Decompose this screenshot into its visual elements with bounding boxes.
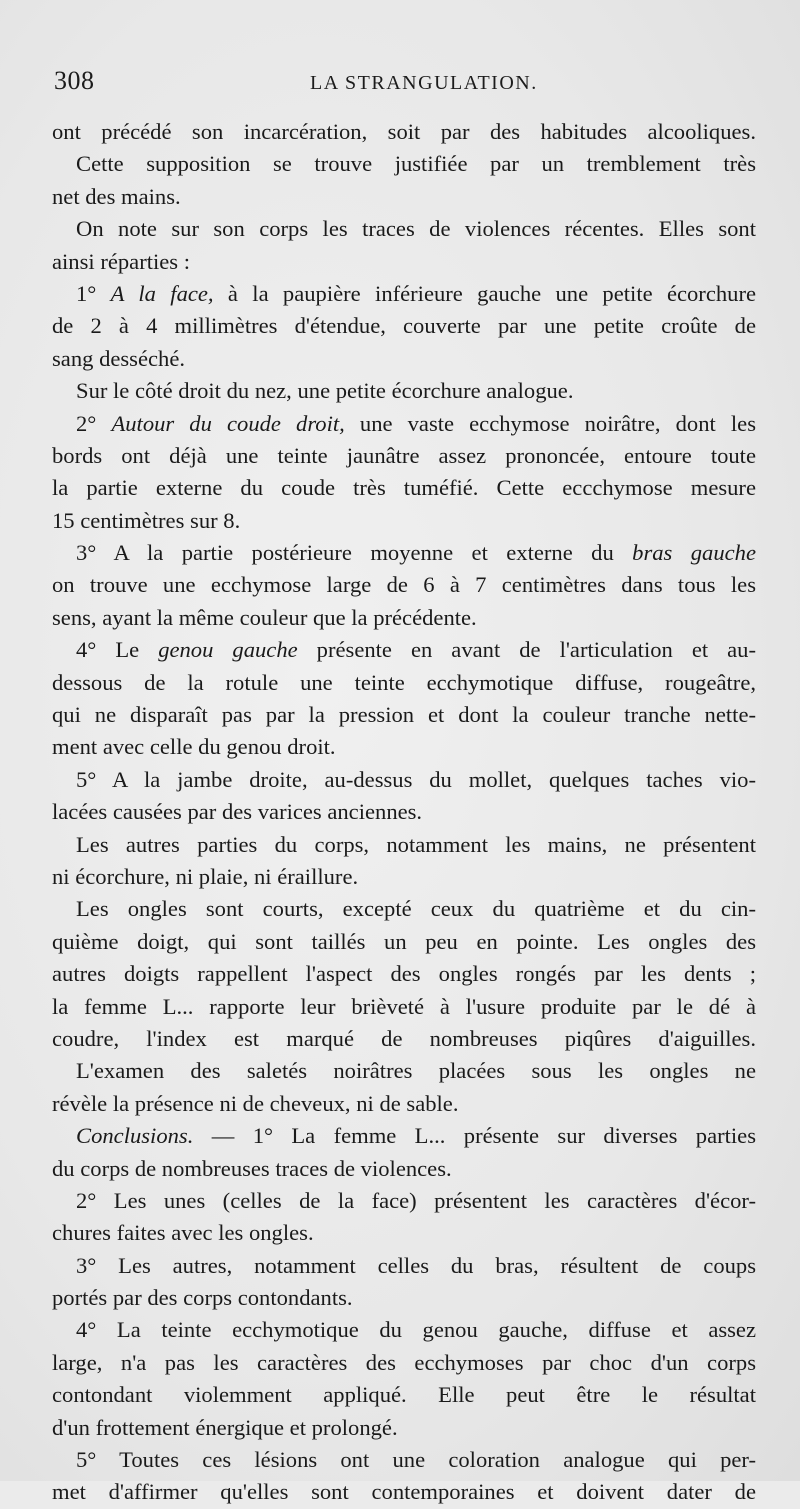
text-line: ment avec celle du genou droit. bbox=[52, 734, 336, 760]
text-line: 4° La teinte ecchymotique du genou gauche, diffuse et assez bbox=[76, 1317, 756, 1343]
italic-fragment: genou gauche bbox=[158, 637, 298, 663]
text-line: sang desséché. bbox=[52, 345, 186, 371]
body-text bbox=[52, 116, 756, 1509]
text-line: coudre, l'index est marqué de nombreuses piqûres d'aiguilles. bbox=[52, 1025, 756, 1051]
text-line: contondant violemment appliqué. Elle peut être le résultat bbox=[52, 1382, 756, 1408]
text-fragment: 2° bbox=[76, 410, 112, 436]
italic-fragment: Conclusions. bbox=[76, 1123, 194, 1149]
italic-fragment: A la face, bbox=[110, 280, 214, 306]
running-title: LA STRANGULATION. bbox=[310, 72, 538, 94]
page-number: 308 bbox=[54, 66, 95, 95]
text-fragment: 1° bbox=[76, 280, 111, 306]
text-line bbox=[52, 1120, 756, 1152]
text-line: lacées causées par des varices anciennes. bbox=[52, 799, 423, 825]
text-line: du corps de nombreuses traces de violences. bbox=[52, 1155, 452, 1181]
text-line: ont précédé son incarcération, soit par des habitudes alcooliques. bbox=[52, 119, 756, 144]
text-line: Les autres parties du corps, notamment les mains, ne présentent bbox=[76, 831, 756, 857]
text-line: ni écorchure, ni plaie, ni éraillure. bbox=[52, 863, 359, 889]
text-line bbox=[52, 278, 756, 310]
text-line: chures faites avec les ongles. bbox=[52, 1220, 314, 1246]
text-fragment: — 1° La femme L... présente sur diverses parties bbox=[193, 1123, 756, 1149]
text-line: Cette supposition se trouve justifiée par un tremblement très bbox=[76, 151, 756, 177]
text-line: portés par des corps contondants. bbox=[52, 1285, 353, 1311]
text-line: 2° Les unes (celles de la face) présentent les caractères d'écor- bbox=[76, 1187, 756, 1213]
text-line: bords ont déjà une teinte jaunâtre assez prononcée, entoure toute bbox=[52, 442, 756, 468]
text-line: de 2 à 4 millimètres d'étendue, couverte par une petite croûte de bbox=[52, 313, 756, 339]
text-line: 5° Toutes ces lésions ont une coloration analogue qui per- bbox=[76, 1447, 756, 1473]
text-line: sens, ayant la même couleur que la précédente. bbox=[52, 604, 477, 630]
text-fragment: 4° Le bbox=[76, 637, 159, 663]
text-line: on trouve une ecchymose large de 6 à 7 centimètres dans tous les bbox=[52, 572, 756, 598]
text-line: 5° A la jambe droite, au-dessus du mollet, quelques taches vio- bbox=[76, 766, 756, 792]
text-fragment: présente en avant de l'articulation et au- bbox=[297, 637, 756, 663]
text-line: L'examen des saletés noirâtres placées sous les ongles ne bbox=[76, 1058, 756, 1084]
text-line: Sur le côté droit du nez, une petite écorchure analogue. bbox=[76, 378, 574, 404]
text-line bbox=[52, 537, 756, 569]
text-line: la partie externe du coude très tuméfié. Cette eccchymose mesure bbox=[52, 475, 756, 501]
text-line: net des mains. bbox=[52, 183, 181, 209]
text-line: dessous de la rotule une teinte ecchymotique diffuse, rougeâtre, bbox=[52, 669, 756, 695]
text-line bbox=[52, 408, 756, 440]
text-fragment: à la paupière inférieure gauche une petite écorchure bbox=[213, 280, 757, 306]
text-line: la femme L... rapporte leur brièveté à l'usure produite par le dé à bbox=[52, 993, 756, 1019]
text-line: On note sur son corps les traces de violences récentes. Elles sont bbox=[76, 216, 756, 242]
italic-fragment: bras gauche bbox=[632, 540, 757, 566]
text-line: d'un frottement énergique et prolongé. bbox=[52, 1414, 398, 1440]
italic-fragment: Autour du coude droit, bbox=[111, 410, 345, 436]
text-fragment: une vaste ecchymose noirâtre, dont les bbox=[344, 410, 756, 436]
text-fragment: 3° A la partie postérieure moyenne et externe du bbox=[76, 540, 633, 566]
text-line: 15 centimètres sur 8. bbox=[52, 507, 241, 533]
text-line: large, n'a pas les caractères des ecchymoses par choc d'un corps bbox=[52, 1349, 756, 1375]
text-line: ainsi réparties : bbox=[52, 248, 191, 274]
text-line bbox=[52, 634, 756, 666]
text-line: qui ne disparaît pas par la pression et dont la couleur tranche nette- bbox=[52, 702, 756, 728]
text-line: Les ongles sont courts, excepté ceux du quatrième et du cin- bbox=[76, 896, 756, 922]
text-line: quième doigt, qui sont taillés un peu en pointe. Les ongles des bbox=[52, 928, 756, 954]
text-line: révèle la présence ni de cheveux, ni de sable. bbox=[52, 1090, 459, 1116]
page-header bbox=[54, 66, 754, 106]
text-line: met d'affirmer qu'elles sont contemporaines et doivent dater de bbox=[52, 1479, 756, 1505]
text-line: autres doigts rappellent l'aspect des ongles rongés par les dents ; bbox=[52, 961, 756, 987]
text-line: 3° Les autres, notamment celles du bras, résultent de coups bbox=[76, 1252, 756, 1278]
